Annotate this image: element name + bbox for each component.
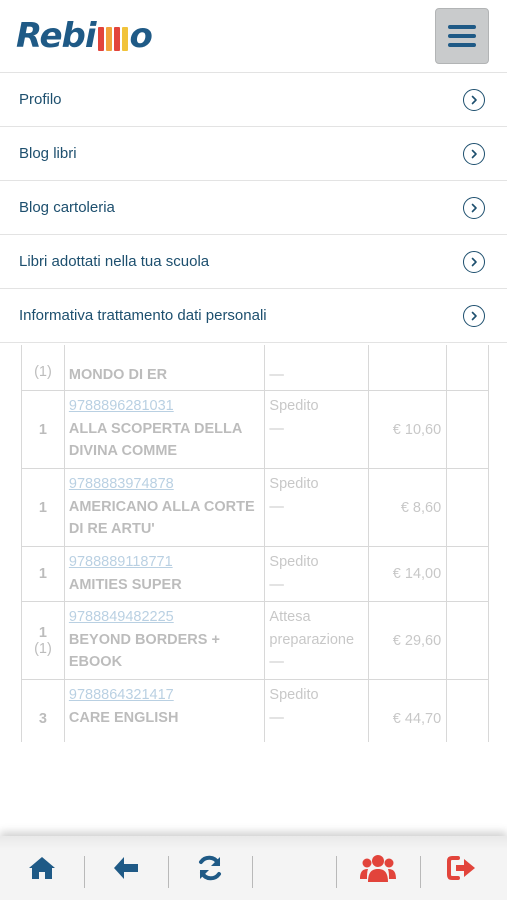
extra-cell: [447, 680, 489, 743]
qty-cell: 1: [22, 547, 65, 602]
menu-item-informativa-privacy[interactable]: [0, 288, 507, 343]
qty-cell: 1 (1): [22, 602, 65, 680]
logo-text-right: o: [129, 16, 152, 56]
chevron-right-circle-icon: [463, 251, 485, 273]
logout-button[interactable]: [420, 836, 504, 900]
hamburger-icon-bar: [448, 34, 476, 38]
state-cell: Spedito —: [265, 547, 369, 602]
hamburger-icon-bar: [448, 43, 476, 47]
orders-table-background: [21, 345, 489, 742]
table-row: [22, 391, 489, 469]
table-row: [22, 680, 489, 743]
state-cell: —: [265, 345, 369, 391]
isbn-link[interactable]: 9788864321417: [68, 687, 174, 703]
state-cell: Attesa preparazione —: [265, 602, 369, 680]
price-cell: € 10,60: [369, 391, 447, 469]
qty-cell: (1): [22, 345, 65, 391]
price-cell: € 8,60: [369, 469, 447, 547]
table-row: [22, 345, 489, 391]
extra-cell: [447, 345, 489, 391]
price-cell: € 44,70: [369, 680, 447, 743]
users-icon: [360, 853, 396, 883]
main-menu: [0, 72, 507, 343]
state-cell: Spedito —: [265, 469, 369, 547]
table-row: [22, 602, 489, 680]
state-cell: Spedito —: [265, 680, 369, 743]
qty-cell: 1: [22, 469, 65, 547]
menu-item-blog-libri[interactable]: [0, 126, 507, 180]
menu-item-libri-adottati[interactable]: [0, 234, 507, 288]
chevron-right-circle-icon: [463, 197, 485, 219]
menu-item-label: Blog libri: [19, 145, 77, 162]
price-cell: € 29,60: [369, 602, 447, 680]
state-cell: Spedito —: [265, 391, 369, 469]
extra-cell: [447, 547, 489, 602]
refresh-icon: [196, 854, 224, 882]
hamburger-icon-bar: [448, 25, 476, 29]
isbn-link[interactable]: 9788889118771: [68, 554, 173, 570]
chevron-right-circle-icon: [463, 143, 485, 165]
menu-item-label: Profilo: [19, 91, 62, 108]
orders-table: [21, 345, 489, 742]
product-cell: 9788883974878 AMERICANO ALLA CORTE DI RE ARTU': [64, 469, 265, 547]
logout-icon: [447, 855, 477, 881]
logo-text-left: Rebi: [16, 16, 96, 56]
users-button[interactable]: [336, 836, 420, 900]
qty-cell: 1: [22, 391, 65, 469]
home-icon: [27, 855, 57, 881]
product-cell: MONDO DI ER: [64, 345, 265, 391]
price-cell: € 14,00: [369, 547, 447, 602]
menu-item-blog-cartoleria[interactable]: [0, 180, 507, 234]
menu-item-label: Informativa trattamento dati personali: [19, 307, 267, 324]
extra-cell: [447, 602, 489, 680]
isbn-link[interactable]: 9788883974878: [68, 476, 174, 492]
back-button[interactable]: [84, 836, 168, 900]
empty-slot: [252, 836, 336, 900]
back-arrow-icon: [112, 855, 140, 881]
isbn-link[interactable]: 9788849482225: [68, 609, 174, 625]
menu-item-profilo[interactable]: [0, 72, 507, 126]
price-cell: [369, 345, 447, 391]
extra-cell: [447, 469, 489, 547]
qty-cell: 3: [22, 680, 65, 743]
product-cell: 9788849482225 BEYOND BORDERS + EBOOK: [64, 602, 265, 680]
hamburger-menu-button[interactable]: [435, 8, 489, 64]
home-button[interactable]: [0, 836, 84, 900]
product-cell: 9788889118771 AMITIES SUPER: [64, 547, 265, 602]
chevron-right-circle-icon: [463, 89, 485, 111]
logo-books-icon: [98, 21, 128, 51]
product-cell: 9788864321417 CARE ENGLISH: [64, 680, 265, 743]
table-row: [22, 469, 489, 547]
menu-item-label: Blog cartoleria: [19, 199, 115, 216]
menu-item-label: Libri adottati nella tua scuola: [19, 253, 210, 270]
chevron-right-circle-icon: [463, 305, 485, 327]
bottom-toolbar: [0, 836, 507, 900]
refresh-button[interactable]: [168, 836, 252, 900]
isbn-link[interactable]: 9788896281031: [68, 398, 174, 414]
app-header: [0, 0, 507, 72]
rebiuso-logo[interactable]: [16, 14, 152, 58]
product-cell: 9788896281031 ALLA SCOPERTA DELLA DIVINA COMME: [64, 391, 265, 469]
table-row: [22, 547, 489, 602]
extra-cell: [447, 391, 489, 469]
